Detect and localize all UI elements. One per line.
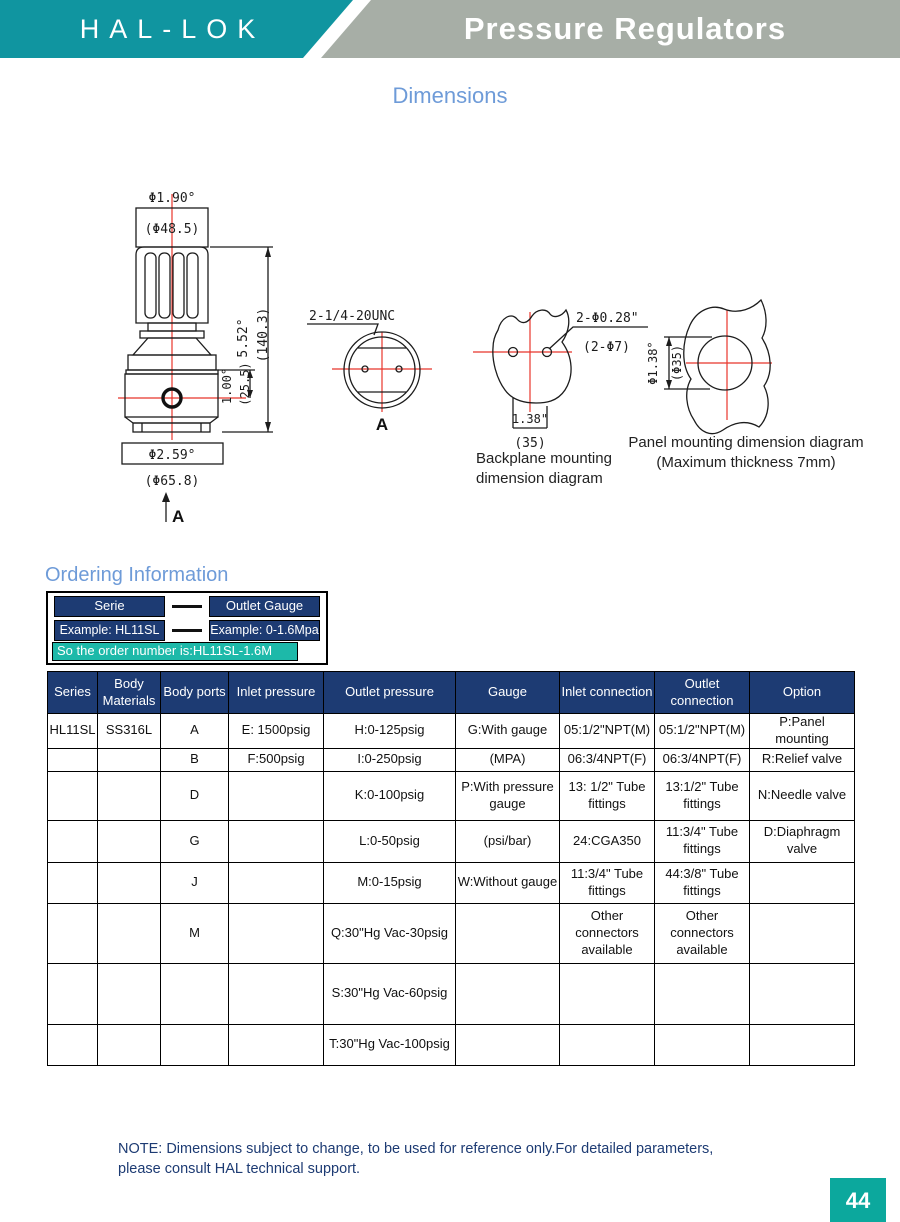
dimension-drawings [0, 120, 900, 540]
table-cell: G:With gauge [456, 714, 560, 749]
thread-spec-label: 2-1/4-20UNC [309, 309, 396, 324]
table-cell [560, 963, 655, 1024]
table-cell: A [161, 714, 229, 749]
backplane-caption-line2: dimension diagram [476, 470, 603, 487]
front-dia-bottom-in: Φ2.59° [148, 448, 196, 463]
table-cell [98, 903, 161, 963]
table-row [48, 820, 855, 862]
panel-caption-line1: Panel mounting dimension diagram [628, 434, 864, 451]
table-cell [655, 1024, 750, 1065]
table-cell: H:0-125psig [324, 714, 456, 749]
table-row [48, 862, 855, 903]
table-cell: 06:3/4NPT(F) [655, 748, 750, 771]
page-number-badge: 44 [830, 1178, 886, 1222]
table-cell: I:0-250psig [324, 748, 456, 771]
table-cell [48, 963, 98, 1024]
col-header-gauge: Gauge [456, 672, 560, 714]
table-cell [229, 1024, 324, 1065]
table-cell: 24:CGA350 [560, 820, 655, 862]
col-header-outlet-connection: Outlet connection [655, 672, 750, 714]
table-row [48, 963, 855, 1024]
table-cell [750, 1024, 855, 1065]
front-dia-top-mm: (Φ48.5) [144, 222, 200, 237]
front-port-mm: (25.5) [238, 362, 252, 406]
table-cell: 11:3/4" Tube fittings [560, 862, 655, 903]
table-cell [750, 862, 855, 903]
col-header-series: Series [48, 672, 98, 714]
table-cell: Other connectors available [560, 903, 655, 963]
top-view-drawing [307, 309, 432, 434]
table-cell: G [161, 820, 229, 862]
table-cell [48, 862, 98, 903]
table-cell [98, 748, 161, 771]
table-row [48, 1024, 855, 1065]
serie-example-box: Example: HL11SL [54, 620, 165, 641]
table-cell: F:500psig [229, 748, 324, 771]
table-cell [229, 771, 324, 820]
front-view-arrow-label: A [172, 507, 185, 526]
table-cell: Other connectors available [655, 903, 750, 963]
page-title: Pressure Regulators [463, 11, 787, 46]
col-header-body-ports: Body ports [161, 672, 229, 714]
backplane-holes-in: 2-Φ0.28" [576, 311, 639, 326]
top-view-label: A [375, 415, 389, 434]
ordering-table [47, 671, 855, 1066]
col-header-option: Option [750, 672, 855, 714]
front-dia-top-in: Φ1.90° [148, 191, 196, 206]
table-cell [98, 862, 161, 903]
table-cell: Q:30"Hg Vac-30psig [324, 903, 456, 963]
outlet-gauge-box: Outlet Gauge [209, 596, 320, 617]
backplane-spacing-mm: (35) [514, 436, 546, 451]
table-cell: 11:3/4" Tube fittings [655, 820, 750, 862]
table-row [48, 748, 855, 771]
table-row [48, 903, 855, 963]
ordering-heading: Ordering Information [45, 564, 229, 586]
table-cell: 13:1/2" Tube fittings [655, 771, 750, 820]
table-cell [456, 963, 560, 1024]
backplane-drawing [473, 310, 648, 487]
table-cell [48, 903, 98, 963]
table-cell [229, 820, 324, 862]
serie-box: Serie [54, 596, 165, 617]
table-cell: L:0-50psig [324, 820, 456, 862]
table-cell: N:Needle valve [750, 771, 855, 820]
table-cell [161, 1024, 229, 1065]
col-header-inlet-connection: Inlet connection [560, 672, 655, 714]
table-cell: (MPA) [456, 748, 560, 771]
table-cell: D [161, 771, 229, 820]
table-cell [655, 963, 750, 1024]
backplane-spacing-in: 1.38" [511, 412, 549, 426]
front-port-in: 1.00° [220, 367, 234, 405]
table-cell [48, 771, 98, 820]
table-cell: P:Panel mounting [750, 714, 855, 749]
table-cell [98, 1024, 161, 1065]
table-cell: K:0-100psig [324, 771, 456, 820]
footer-note-line2: please consult HAL technical support. [118, 1161, 361, 1177]
table-cell: (psi/bar) [456, 820, 560, 862]
table-cell [229, 963, 324, 1024]
table-cell: 05:1/2"NPT(M) [655, 714, 750, 749]
table-cell: HL11SL [48, 714, 98, 749]
dimensions-heading: Dimensions [392, 83, 508, 108]
ordering-diagram [46, 591, 328, 665]
table-cell [229, 862, 324, 903]
footer-note [118, 1139, 818, 1179]
col-header-body-materials: Body Materials [98, 672, 161, 714]
table-cell [750, 963, 855, 1024]
front-height-in: 5.52° [236, 318, 251, 358]
brand-logo: HAL-LOK [79, 14, 266, 44]
table-row [48, 771, 855, 820]
table-cell [161, 963, 229, 1024]
table-cell: W:Without gauge [456, 862, 560, 903]
table-cell [750, 903, 855, 963]
connector-dash [172, 629, 202, 632]
col-header-inlet-pressure: Inlet pressure [229, 672, 324, 714]
table-cell [48, 1024, 98, 1065]
gauge-example-box: Example: 0-1.6Mpa [209, 620, 320, 641]
table-cell [98, 771, 161, 820]
table-cell: R:Relief valve [750, 748, 855, 771]
panel-drawing [628, 300, 863, 471]
table-cell [229, 903, 324, 963]
front-view-drawing [118, 191, 273, 526]
table-cell: 05:1/2"NPT(M) [560, 714, 655, 749]
table-cell: T:30"Hg Vac-100psig [324, 1024, 456, 1065]
table-cell: S:30"Hg Vac-60psig [324, 963, 456, 1024]
table-cell: 44:3/8" Tube fittings [655, 862, 750, 903]
table-cell: P:With pressure gauge [456, 771, 560, 820]
table-cell [98, 963, 161, 1024]
col-header-outlet-pressure: Outlet pressure [324, 672, 456, 714]
table-cell: SS316L [98, 714, 161, 749]
table-cell: D:Diaphragm valve [750, 820, 855, 862]
table-cell: B [161, 748, 229, 771]
table-cell [560, 1024, 655, 1065]
order-number-strip: So the order number is:HL11SL-1.6M [52, 642, 298, 661]
table-cell: M [161, 903, 229, 963]
connector-dash [172, 605, 202, 608]
table-cell [456, 903, 560, 963]
panel-dia-in: Φ1.38° [646, 341, 660, 385]
table-cell [48, 820, 98, 862]
table-header-row [48, 672, 855, 714]
table-cell [98, 820, 161, 862]
panel-dia-mm: (Φ35) [670, 344, 684, 382]
backplane-holes-mm: (2-Φ7) [583, 340, 630, 355]
table-cell: E: 1500psig [229, 714, 324, 749]
footer-note-line1: NOTE: Dimensions subject to change, to be used for reference only.For detailed parameters, [118, 1141, 714, 1157]
table-cell: M:0-15psig [324, 862, 456, 903]
backplane-caption-line1: Backplane mounting [476, 450, 612, 467]
front-dia-bottom-mm: (Φ65.8) [144, 474, 200, 489]
table-cell [48, 748, 98, 771]
table-cell: J [161, 862, 229, 903]
table-cell: 13: 1/2" Tube fittings [560, 771, 655, 820]
front-height-mm: (140.3) [256, 307, 271, 363]
panel-caption-line2: (Maximum thickness 7mm) [656, 454, 836, 471]
table-cell [456, 1024, 560, 1065]
table-row [48, 714, 855, 749]
table-cell: 06:3/4NPT(F) [560, 748, 655, 771]
